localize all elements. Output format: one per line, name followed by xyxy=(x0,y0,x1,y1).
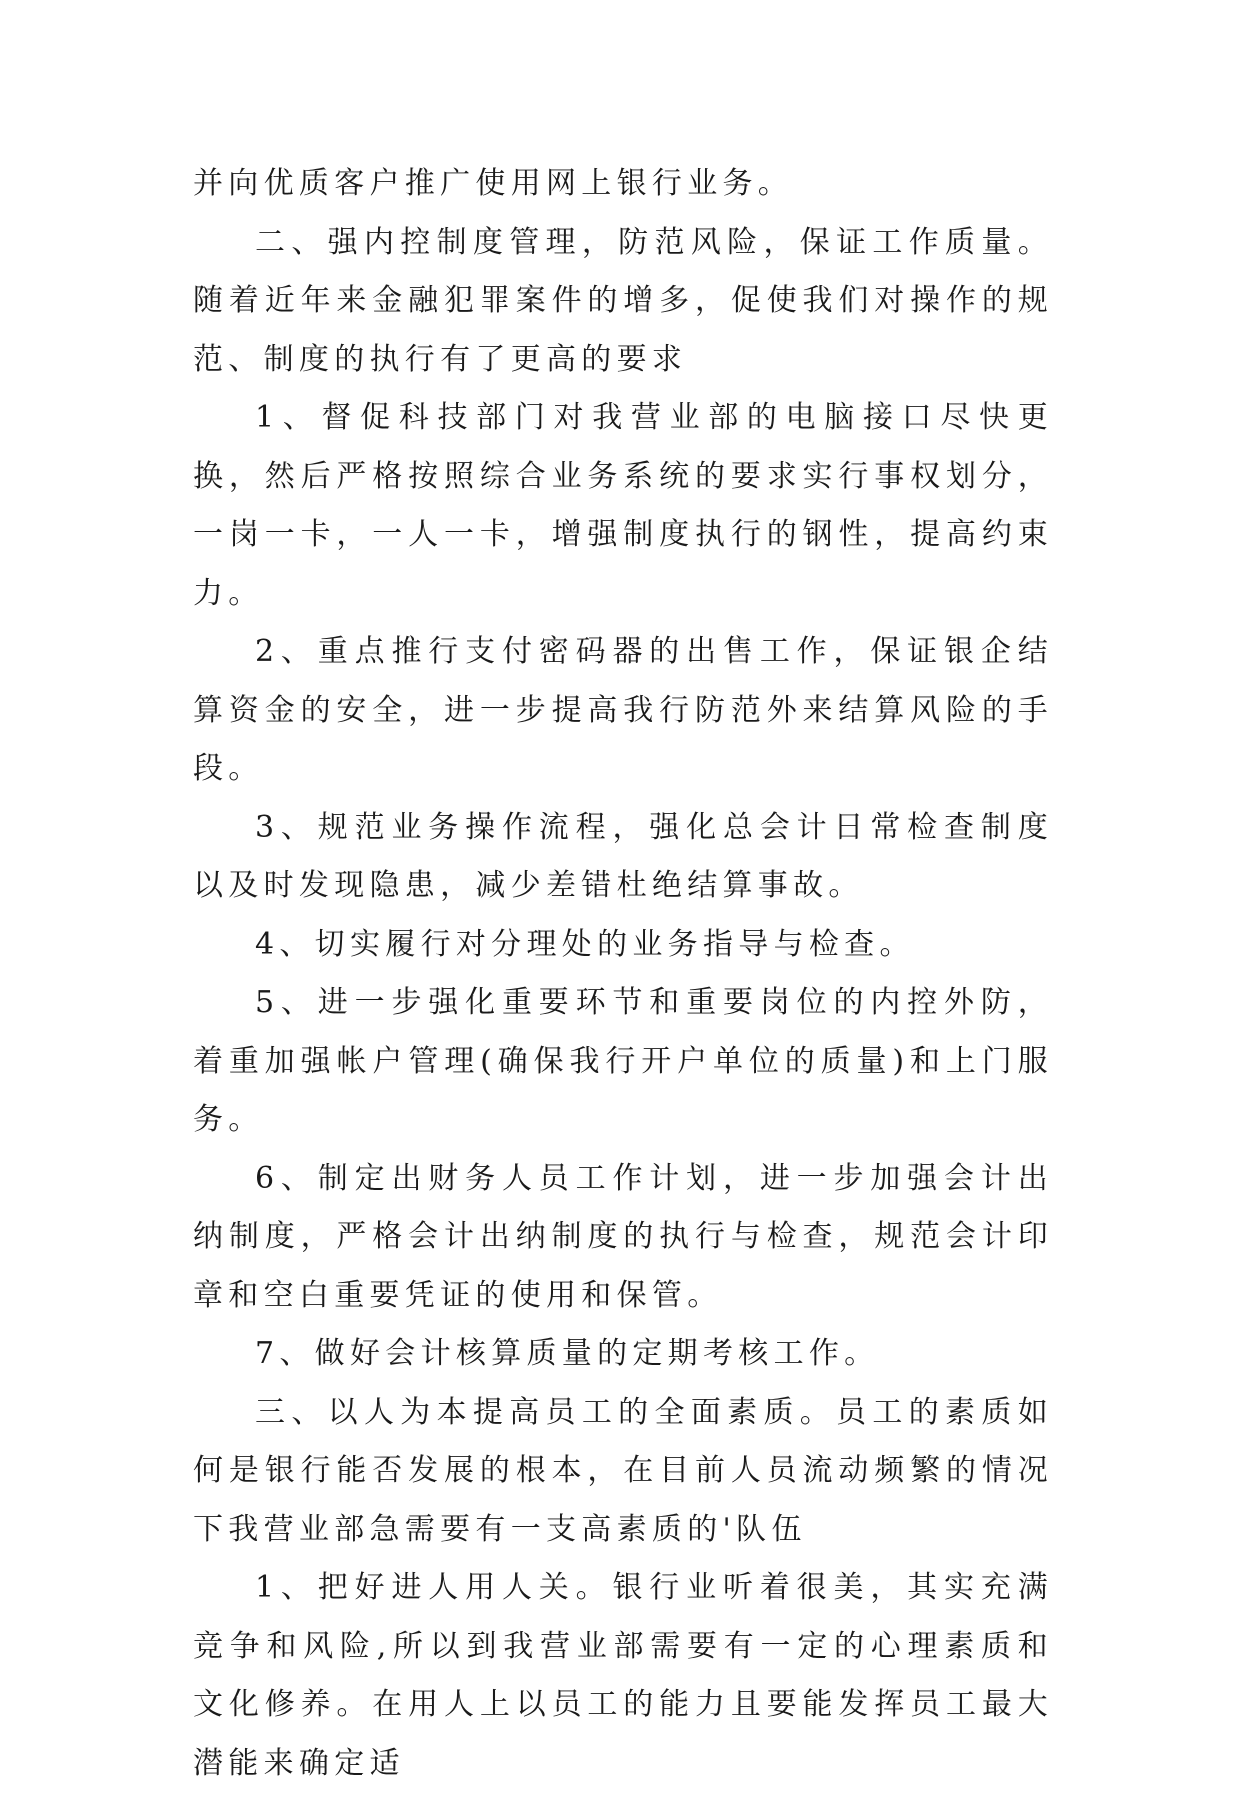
paragraph-section-2-heading: 二、强内控制度管理，防范风险，保证工作质量。随着近年来金融犯罪案件的增多，促使我们对操作的规范、制度的执行有了更高的要求 xyxy=(193,224,1053,377)
paragraph-section-3-heading: 三、以人为本提高员工的全面素质。员工的素质如何是银行能否发展的根本，在目前人员流动频繁的情况下我营业部急需要有一支高素质的'队伍 xyxy=(193,1394,1053,1547)
list-item-3: 3、规范业务操作流程，强化总会计日常检查制度以及时发现隐患，减少差错杜绝结算事故。 xyxy=(193,809,1053,903)
list-item-6: 6、制定出财务人员工作计划，进一步加强会计出纳制度，严格会计出纳制度的执行与检查，规范会计印章和空白重要凭证的使用和保管。 xyxy=(193,1160,1053,1313)
list-item-7: 7、做好会计核算质量的定期考核工作。 xyxy=(255,1336,880,1371)
list-item-2: 2、重点推行支付密码器的出售工作，保证银企结算资金的安全，进一步提高我行防范外来结算风险的手段。 xyxy=(193,634,1053,786)
paragraph: 并向优质客户推广使用网上银行业务。 xyxy=(193,166,794,201)
list-item-4: 4、切实履行对分理处的业务指导与检查。 xyxy=(255,926,915,962)
list-item-1: 1、督促科技部门对我营业部的电脑接口尽快更换，然后严格按照综合业务系统的要求实行事权划分，一岗一卡，一人一卡，增强制度执行的钢性，提高约束力。 xyxy=(193,400,1053,611)
list-item-1-section-3: 1、把好进人用人关。银行业听着很美，其实充满竞争和风险,所以到我营业部需要有一定的心理素质和文化修养。在用人上以员工的能力且要能发挥员工最大潜能来确定适 xyxy=(193,1570,1053,1781)
document-body xyxy=(193,155,1053,1793)
list-item-5: 5、进一步强化重要环节和重要岗位的内控外防，着重加强帐户管理(确保我行开户单位的质量)和上门服务。 xyxy=(193,985,1053,1137)
